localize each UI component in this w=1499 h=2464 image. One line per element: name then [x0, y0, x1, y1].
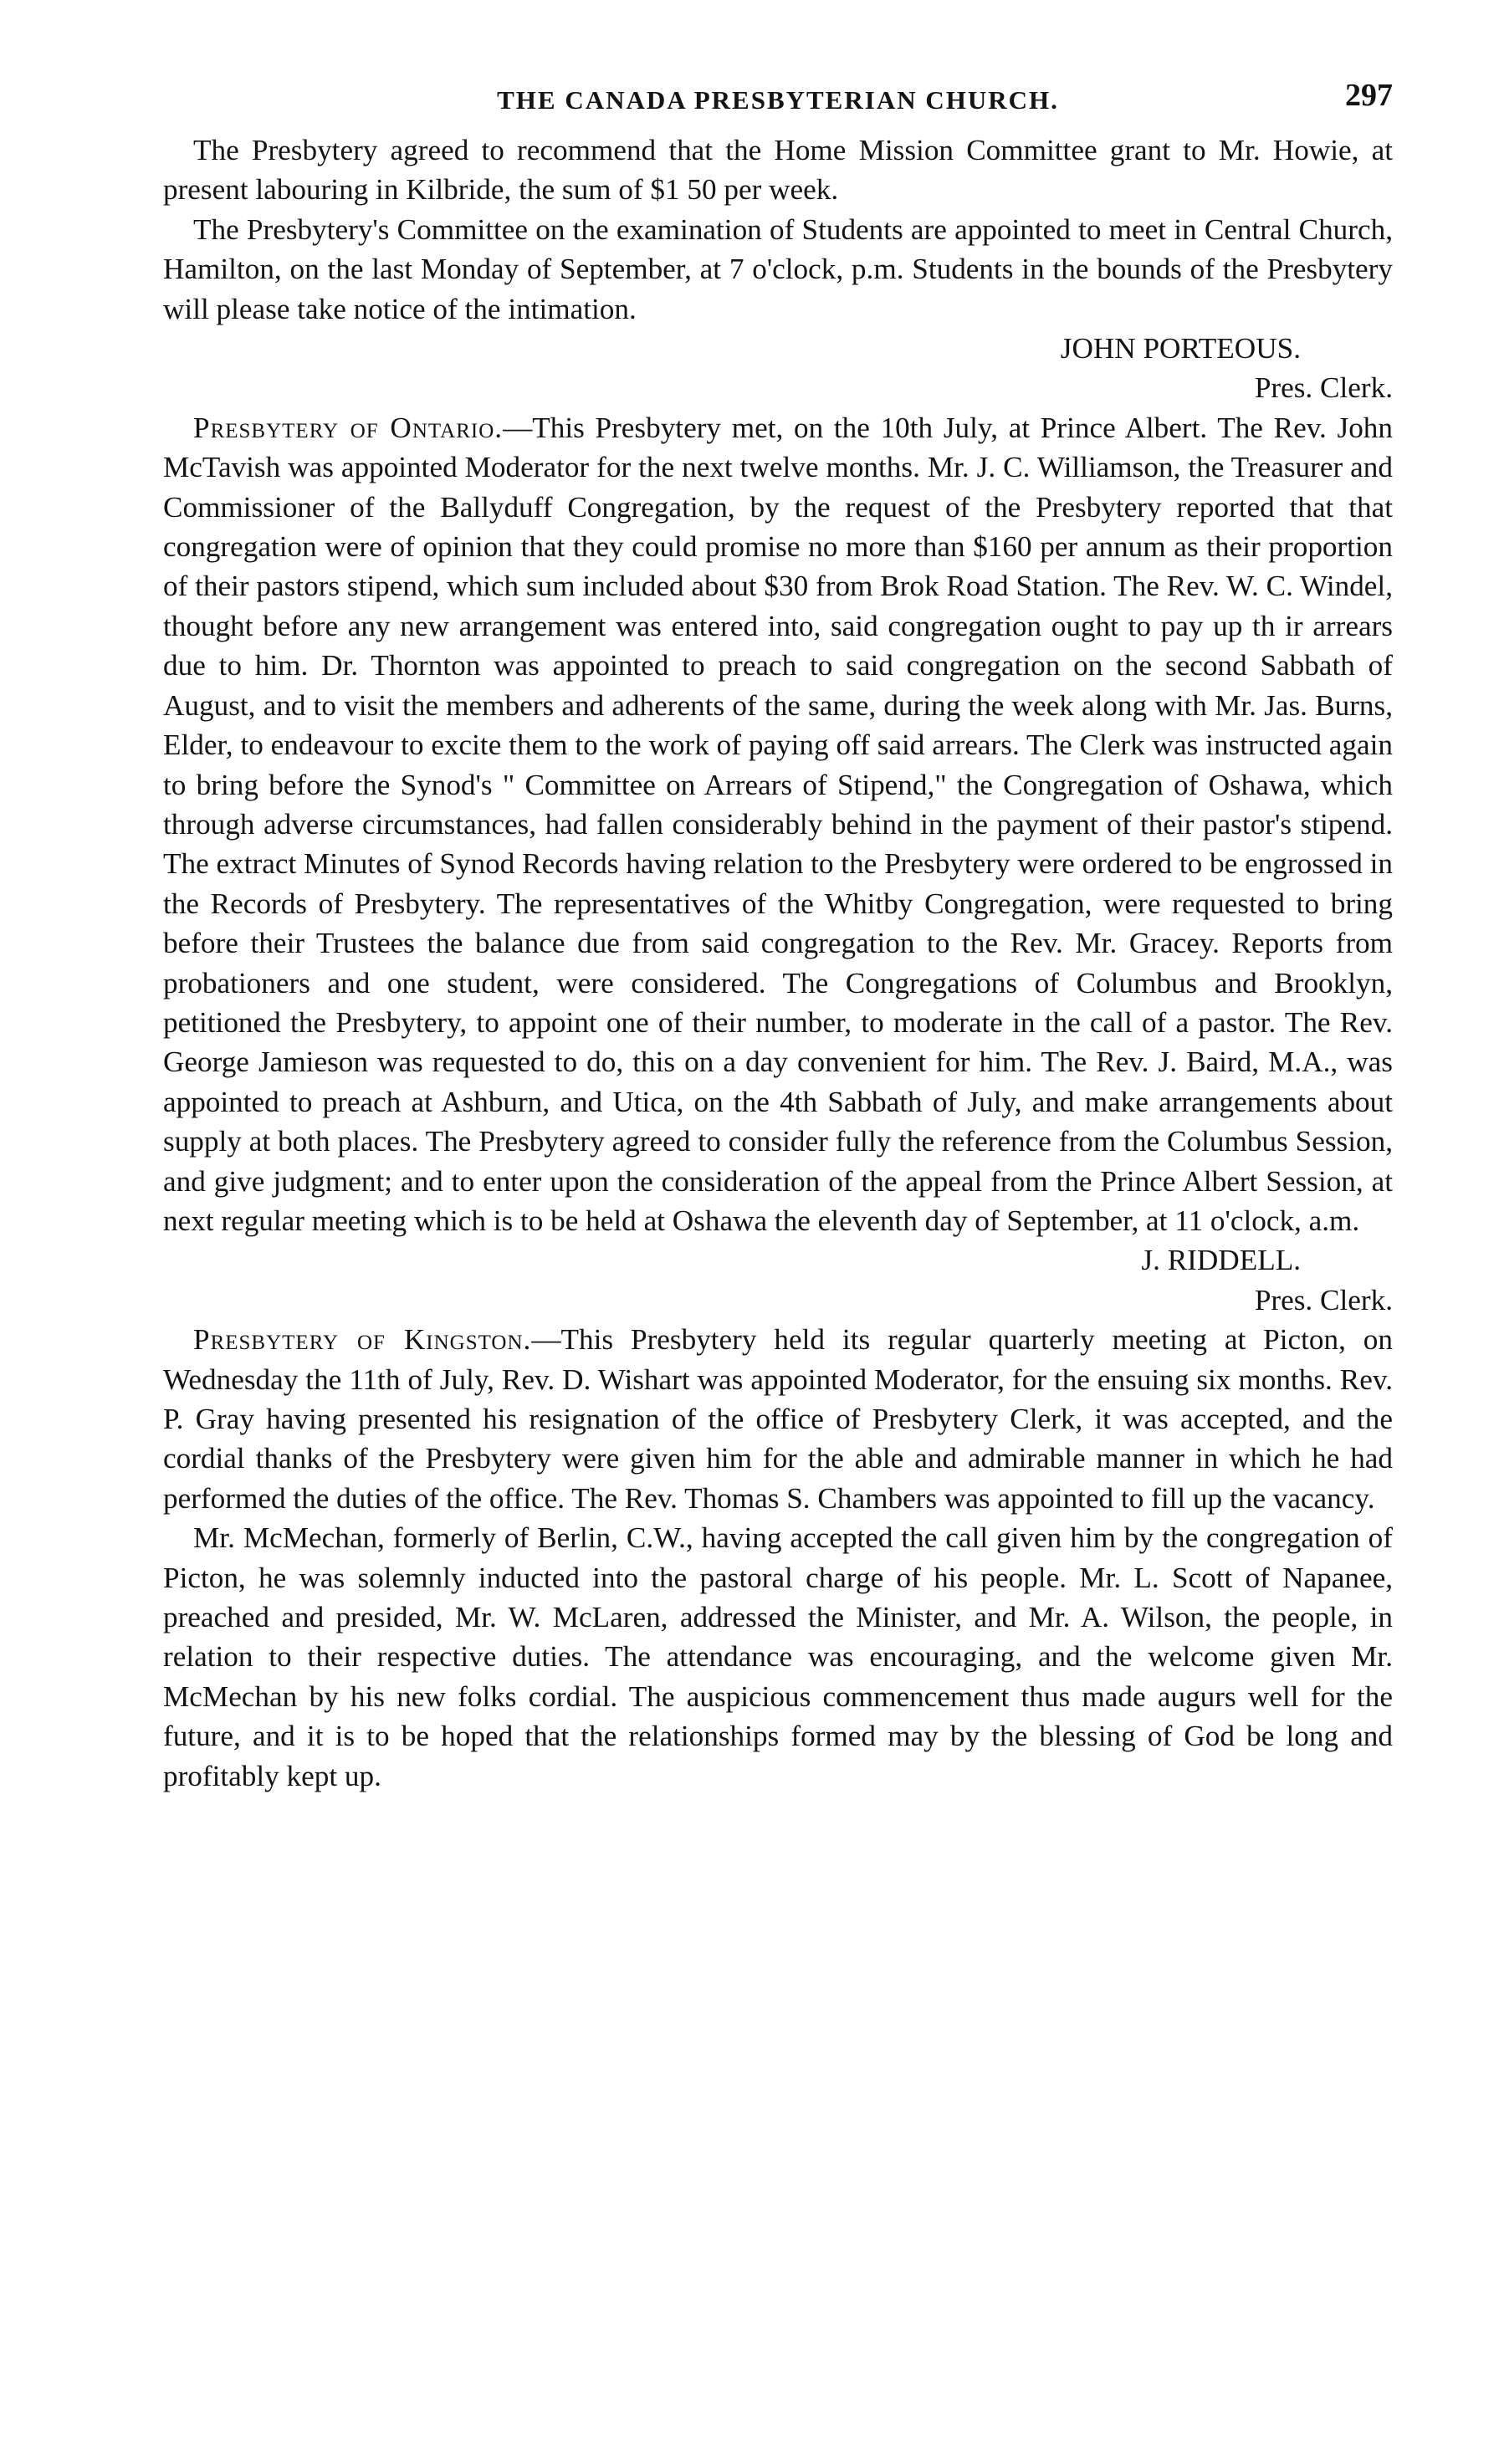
section-text-kingston: —This Presbytery held its regular quarterly meeting at Picton, on Wednesday the 11th of July, Rev. D. Wishart was appointed Moderator, for the ensuing six months. Rev. P. Gray having presented his resignation of the office of Presbytery Clerk, it was accepted, and the cordial thanks of the Presbytery were given him for the able and admirable manner in which he had performed the duties of the office. The Rev. Thomas S. Chambers was appointed to fill up the vacancy. [163, 1323, 1393, 1515]
section-heading-ontario: Presbytery of Ontario. [193, 411, 504, 444]
article-body [163, 130, 1393, 1796]
signature-title: Pres. Clerk. [1254, 1283, 1393, 1316]
page-header [163, 77, 1393, 130]
section-heading-kingston: Presbytery of Kingston. [193, 1323, 532, 1357]
paragraph-ontario [163, 408, 1393, 1241]
paragraph-mcmechan-induction: Mr. McMechan, formerly of Berlin, C.W., having accepted the call given him by the congregation of Picton, he was solemnly inducted into the pastoral charge of his people. Mr. L. Scott of Napanee, preached and presided, Mr. W. McLaren, addressed the Minister, and Mr. A. Wilson, the people, in relation to their respective duties. The attendance was encouraging, and the welcome given Mr. McMechan by his new folks cordial. The auspicious commencement thus made augurs well for the future, and it is to be hoped that the relationships formed may by the blessing of God be long and profitably kept up. [163, 1521, 1393, 1792]
paragraph-students-examination: The Presbytery's Committee on the examination of Students are appointed to meet in Central Church, Hamilton, on the last Monday of September, at 7 o'clock, p.m. Students in the bounds of the Presbytery will please take notice of the intimation. [163, 212, 1393, 325]
page-number: 297 [1345, 78, 1393, 113]
running-head: THE CANADA PRESBYTERIAN CHURCH. [497, 85, 1059, 115]
document-page [163, 77, 1393, 1796]
section-text-ontario: —This Presbytery met, on the 10th July, at Prince Albert. The Rev. John McTavish was appointed Moderator for the next twelve months. Mr. J. C. Williamson, the Treasurer and Commissioner of the Ballyduff Congregation, by the request of the Presbytery reported that that congregation were of opinion that they could promise no more than $160 per annum as their proportion of their pastors stipend, which sum included about $30 from Brok Road Station. The Rev. W. C. Windel, thought before any new arrangement was entered into, said congregation ought to pay up th ir arrears due to him. Dr. Thornton was appointed to preach to said congregation on the second Sabbath of August, and to visit the members and adherents of the same, during the week along with Mr. Jas. Burns, Elder, to endeavour to excite them to the work of paying off said arrears. The Clerk was instructed again to bring before the Synod's " Committee on Arrears of Stipend," the Congregation of Oshawa, which through adverse circumstances, had fallen considerably behind in the payment of their pastor's stipend. The extract Minutes of Synod Records having relation to the Presbytery were ordered to be engrossed in the Records of Presbytery. The representatives of the Whitby Congregation, were requested to bring before their Trustees the balance due from said congregation to the Rev. Mr. Gracey. Reports from probationers and one student, were considered. The Congregations of Columbus and Brooklyn, petitioned the Presbytery, to appoint one of their number, to moderate in the call of a pastor. The Rev. George Jamieson was requested to do, this on a day convenient for him. The Rev. J. Baird, M.A., was appointed to preach at Ashburn, and Utica, on the 4th Sabbath of July, and make arrangements about supply at both places. The Presbytery agreed to consider fully the reference from the Columbus Session, and give judgment; and to enter upon the consideration of the appeal from the Prince Albert Session, at next regular meeting which is to be held at Oshawa the eleventh day of September, at 11 o'clock, a.m. [163, 411, 1393, 1237]
signature-title: Pres. Clerk. [1254, 371, 1393, 405]
paragraph-home-mission: The Presbytery agreed to recommend that the Home Mission Committee grant to Mr. Howie, at present labouring in Kilbride, the sum of $1 50 per week. [163, 134, 1393, 207]
signature-name: JOHN PORTEOUS. [1060, 332, 1301, 366]
paragraph-kingston [163, 1320, 1393, 1518]
signature-name: J. RIDDELL. [1141, 1244, 1301, 1277]
